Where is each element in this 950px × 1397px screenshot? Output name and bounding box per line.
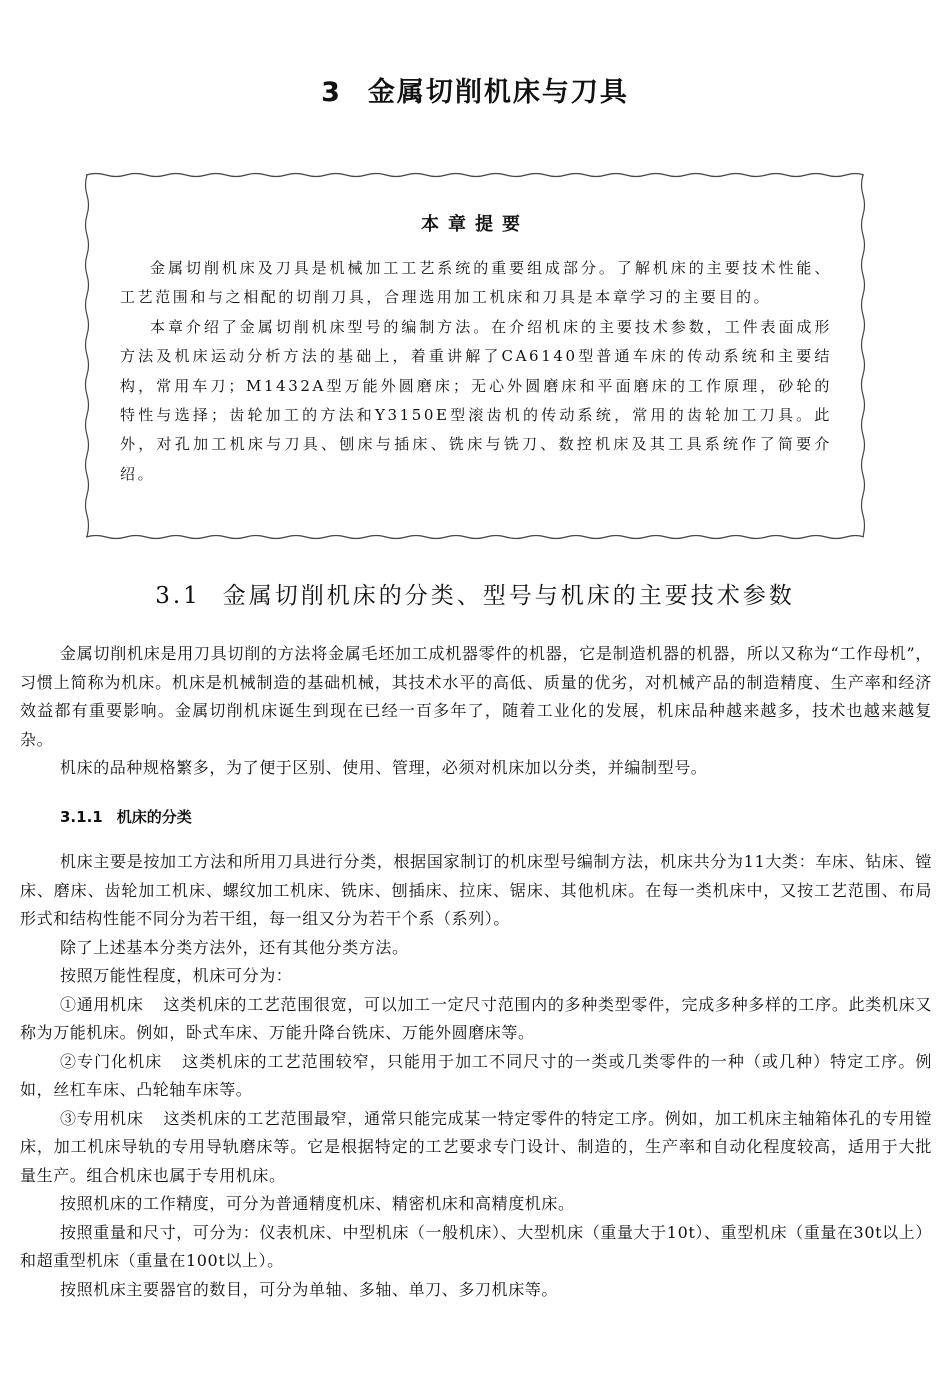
subsection-title: 机床的分类 [116, 808, 192, 826]
section-heading [0, 577, 950, 610]
section-title: 金属切削机床的分类、型号与机床的主要技术参数 [222, 583, 795, 609]
list-item-term: ③专用机床 [60, 1108, 144, 1128]
list-item [20, 991, 932, 1048]
subsection-body [20, 848, 932, 1304]
summary-paragraph: 金属切削机床及刀具是机械加工工艺系统的重要组成部分。了解机床的主要技术性能、工艺范围和与之相配的切削刀具，合理选用加工机床和刀具是本章学习的主要目的。 [120, 259, 832, 307]
body-paragraph: 除了上述基本分类方法外，还有其他分类方法。 [60, 937, 409, 957]
body-paragraph: 机床的品种规格繁多，为了便于区别、使用、管理，必须对机床加以分类，并编制型号。 [60, 758, 708, 777]
chapter-summary-box [84, 172, 866, 540]
summary-heading: 本章提要 [421, 214, 529, 235]
chapter-number: 3 [321, 77, 342, 108]
section-intro [20, 640, 932, 783]
body-paragraph: 按照机床的工作精度，可分为普通精度机床、精密机床和高精度机床。 [60, 1194, 575, 1213]
body-paragraph: 按照重量和尺寸，可分为：仪表机床、中型机床（一般机床）、大型机床（重量大于10t）、重型机床（重量在30t以上）和超重型机床（重量在100t以上）。 [20, 1222, 932, 1270]
list-item [20, 1105, 932, 1191]
subsection-number: 3.1.1 [60, 808, 103, 826]
body-paragraph: 金属切削机床是用刀具切削的方法将金属毛坯加工成机器零件的机器，它是制造机器的机器，所以又称为“工作母机”，习惯上简称为机床。机床是机械制造的基础机械，其技术水平的高低、质量的优劣，对机械产品的制造精度、生产率和经济效益都有重要影响。金属切削机床诞生到现在已经一百多年了，随着工业化的发展，机床品种越来越多，技术也越来越复杂。 [20, 644, 932, 749]
chapter-title-text: 金属切削机床与刀具 [367, 77, 629, 108]
section-number: 3.1 [155, 583, 201, 609]
list-item-text: 这类机床的工艺范围最窄，通常只能完成某一特定零件的特定工序。例如，加工机床主轴箱体孔的专用镗床，加工机床导轨的专用导轨磨床等。它是根据特定的工艺要求专门设计、制造的，生产率和自动化程度较高，适用于大批量生产。组合机床也属于专用机床。 [20, 1108, 932, 1185]
list-item [20, 1048, 932, 1105]
chapter-title [0, 70, 950, 109]
list-item-text: 这类机床的工艺范围较窄，只能用于加工不同尺寸的一类或几类零件的一种（或几种）特定工序。例如，丝杠车床、凸轮轴车床等。 [20, 1051, 932, 1099]
list-item-term: ①通用机床 [60, 994, 144, 1014]
body-paragraph: 按照机床主要器官的数目，可分为单轴、多轴、单刀、多刀机床等。 [60, 1279, 559, 1299]
subsection-heading [60, 806, 192, 827]
summary-body [120, 254, 832, 489]
body-paragraph: 机床主要是按加工方法和所用刀具进行分类，根据国家制订的机床型号编制方法，机床共分为11大类：车床、钻床、镗床、磨床、齿轮加工机床、螺纹加工机床、铣床、刨插床、拉床、锯床、其他机床。在每一类机床中，又按工艺范围、布局形式和结构性能不同分为若干组，每一组又分为若干个系（系列）。 [20, 852, 932, 928]
list-item-text: 这类机床的工艺范围很宽，可以加工一定尺寸范围内的多种类型零件，完成多种多样的工序。此类机床又称为万能机床。例如，卧式车床、万能升降台铣床、万能外圆磨床等。 [20, 994, 932, 1042]
list-item-term: ②专门化机床 [60, 1051, 163, 1071]
summary-paragraph: 本章介绍了金属切削机床型号的编制方法。在介绍机床的主要技术参数，工件表面成形方法及机床运动分析方法的基础上，着重讲解了CA6140型普通车床的传动系统和主要结构，常用车刀；M1432A型万能外圆磨床；无心外圆磨床和平面磨床的工作原理，砂轮的特性与选择；齿轮加工的方法和Y3150E型滚齿机的传动系统，常用的齿轮加工刀具。此外，对孔加工机床与刀具、刨床与插床、铣床与铣刀、数控机床及其工具系统作了简要介绍。 [120, 317, 832, 483]
body-paragraph: 按照万能性程度，机床可分为： [60, 966, 293, 985]
